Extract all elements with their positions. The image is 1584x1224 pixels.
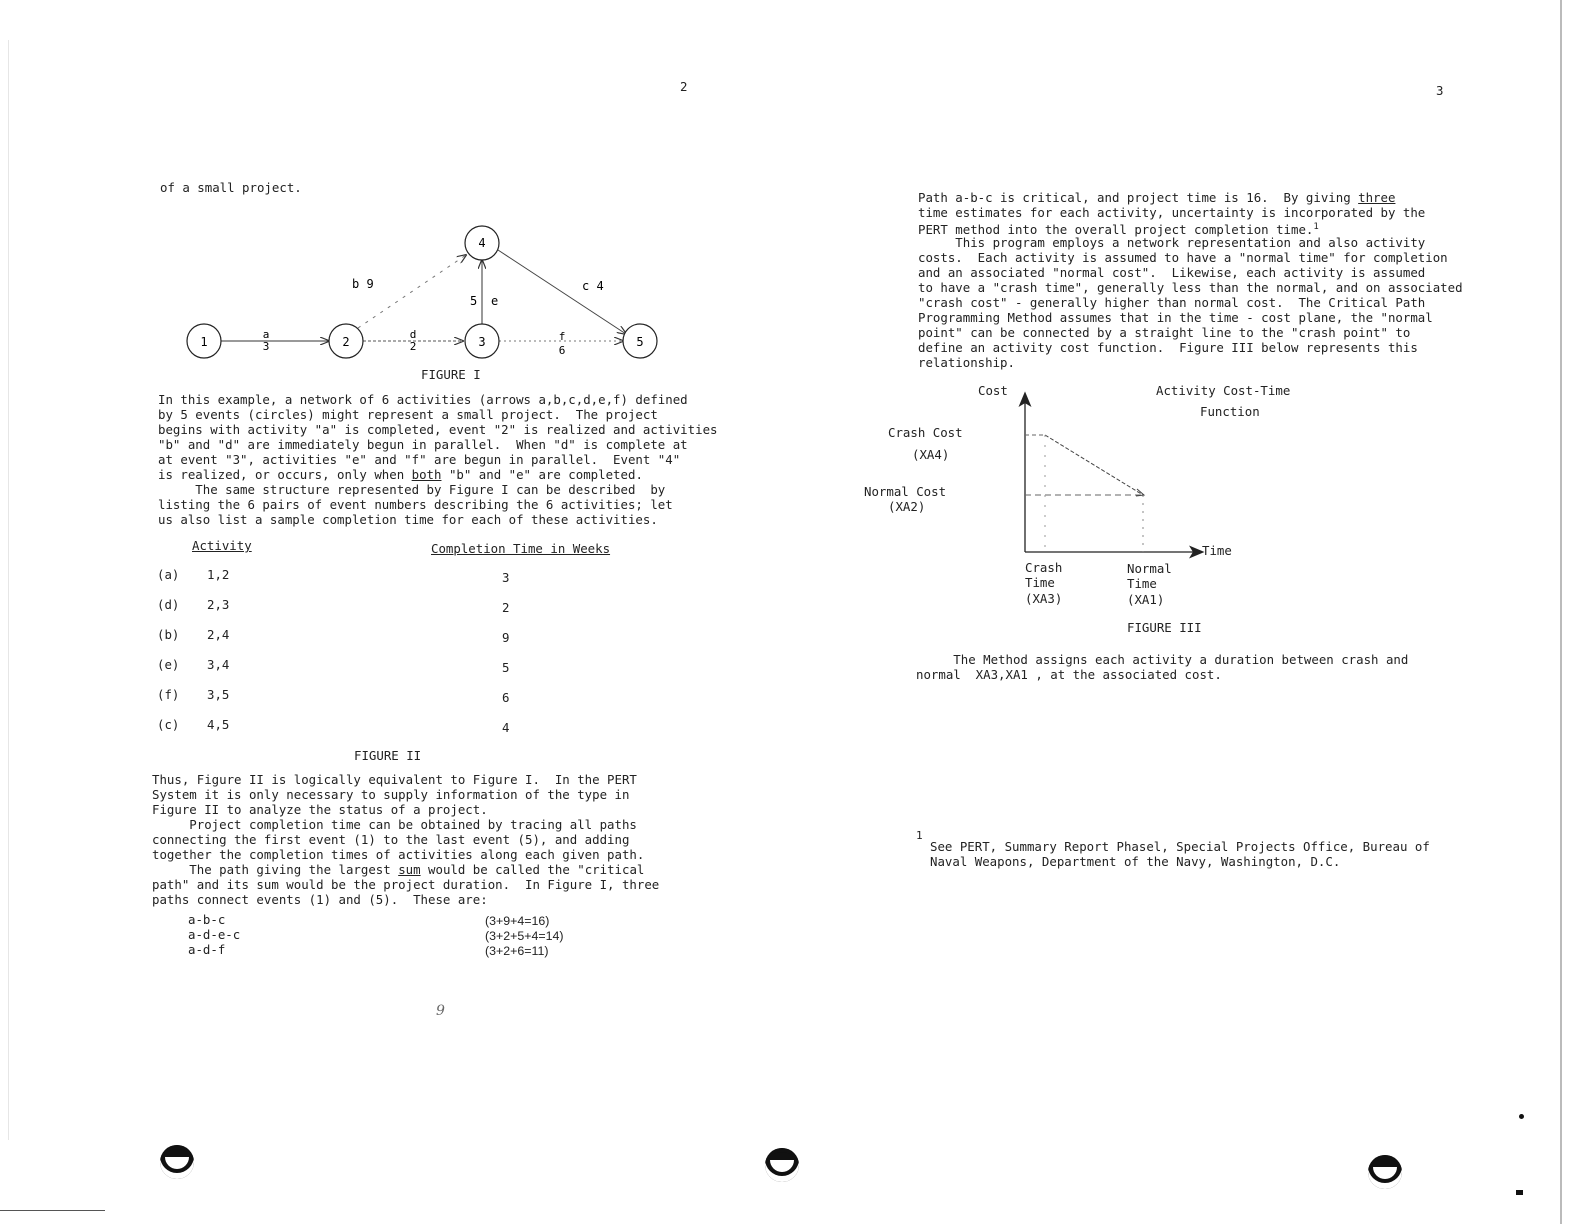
node-2-label: 2 [342, 335, 350, 349]
edge-a-label: a [262, 328, 270, 341]
p3-line-3: Figure II to analyze the status of a project. [152, 802, 488, 817]
page-number-left: 2 [680, 79, 688, 94]
footnote-line-1: See PERT, Summary Report Phasel, Special Projects Office, Bureau of [930, 839, 1430, 854]
rp2-line-9: relationship. [918, 355, 1015, 370]
table-row-time: 5 [502, 660, 510, 675]
table-row-time: 9 [502, 630, 510, 645]
scan-speck [1519, 1114, 1524, 1119]
p1-line-5: at event "3", activities "e" and "f" are begun in parallel. Event "4" [158, 452, 681, 467]
footnote-ref: 1 [1313, 222, 1319, 232]
intro-text: of a small project. [160, 180, 302, 195]
edge-b [358, 255, 466, 328]
node-4-label: 4 [478, 236, 486, 250]
fig3-crash-cost-code: (XA4) [912, 447, 950, 462]
table-row-tag: (f) [157, 687, 180, 702]
rp3-line-1: The Method assigns each activity a duration between crash and [916, 652, 1409, 667]
table-row-time: 6 [502, 690, 510, 705]
rp2-line-8: define an activity cost function. Figure III below represents this [918, 340, 1418, 355]
table-row-pair: 1,2 [207, 567, 230, 582]
fig3-crash-time-1: Crash [1025, 560, 1063, 575]
p3-line-6: together the completion times of activities along each given path. [152, 847, 645, 862]
bottom-rule [0, 1210, 105, 1211]
p2-line-2: listing the 6 pairs of event numbers describing the 6 activities; let [158, 497, 673, 512]
rp1-line-3: PERT method into the overall project completion time.$^1$ [918, 222, 1319, 238]
table-row-pair: 2,4 [207, 627, 230, 642]
p4-line-2: path" and its sum would be the project duration. In Figure I, three [152, 877, 660, 892]
emphasis-three: three [1358, 190, 1396, 205]
table-row-tag: (a) [157, 567, 180, 582]
fig3-normal-cost: Normal Cost [864, 484, 947, 499]
p3-line-4: Project completion time can be obtained by tracing all paths [152, 817, 637, 832]
figure-2-caption: FIGURE II [354, 748, 422, 763]
edge-c [498, 250, 626, 334]
edge-a-time: 3 [262, 340, 270, 353]
rp1-line-2: time estimates for each activity, uncertainty is incorporated by the [918, 205, 1426, 220]
path-sum: (3+9+4=16) [485, 914, 550, 928]
rp3-line-2: normal XA3,XA1 , at the associated cost. [916, 667, 1222, 682]
table-row-tag: (c) [157, 717, 180, 732]
node-3-label: 3 [478, 335, 486, 349]
p4-line-1: The path giving the largest sum would be called the "critical [152, 862, 645, 877]
path-sum: (3+2+5+4=14) [485, 929, 564, 943]
p1-line-6: is realized, or occurs, only when both "b" and "e" are completed. [158, 467, 643, 482]
fig3-normal-cost-code: (XA2) [888, 499, 926, 514]
table-row-pair: 3,4 [207, 657, 230, 672]
rp2-line-4: to have a "crash time", generally less than the normal, and on associated [918, 280, 1463, 295]
edge-e-label: e [491, 294, 499, 308]
rp2-line-1: This program employs a network representation and also activity [918, 235, 1426, 250]
page-number-right: 3 [1436, 83, 1444, 98]
p1-line-1: In this example, a network of 6 activities (arrows a,b,c,d,e,f) defined [158, 392, 688, 407]
rp2-line-3: and an associated "normal cost". Likewise, each activity is assumed [918, 265, 1426, 280]
figure-3-caption: FIGURE III [1127, 620, 1202, 635]
table-header-time: Completion Time in Weeks [431, 541, 611, 556]
edge-b-label: b 9 [352, 277, 374, 291]
path-sum: (3+2+6=11) [485, 944, 549, 958]
figure-1-caption: FIGURE I [421, 367, 481, 382]
p1-line-3: begins with activity "a" is completed, event "2" is realized and activities [158, 422, 718, 437]
path-name: a-b-c [188, 912, 226, 927]
fig3-normal-time-2: Time [1127, 576, 1157, 591]
fig3-crash-cost: Crash Cost [888, 425, 963, 440]
p3-line-2: System it is only necessary to supply information of the type in [152, 787, 630, 802]
page-edge-right [1560, 0, 1562, 1224]
table-row-pair: 3,5 [207, 687, 230, 702]
edge-f-label: f [558, 330, 566, 343]
figure-1-network [180, 222, 670, 367]
punch-hole-right [1368, 1155, 1402, 1189]
table-row-time: 4 [502, 720, 510, 735]
fig3-crash-time-code: (XA3) [1025, 591, 1063, 606]
fig3-cost-function [1045, 435, 1143, 495]
punch-hole-left [160, 1145, 194, 1179]
fig3-y-axis-label: Cost [978, 383, 1008, 398]
fig3-normal-time-code: (XA1) [1127, 592, 1165, 607]
rp2-line-6: Programming Method assumes that in the time - cost plane, the "normal [918, 310, 1433, 325]
node-1-label: 1 [200, 335, 208, 349]
figure-3-cost-time-plot [1010, 388, 1210, 563]
emphasis-both: both [411, 467, 442, 482]
footnote-mark: 1 [916, 829, 923, 842]
table-row-time: 3 [502, 570, 510, 585]
edge-d-time: 2 [409, 340, 417, 353]
emphasis-sum: sum [398, 862, 421, 877]
scan-speck [1516, 1190, 1523, 1195]
footnote-line-2: Naval Weapons, Department of the Navy, Washington, D.C. [930, 854, 1341, 869]
p4-line-3: paths connect events (1) and (5). These are: [152, 892, 488, 907]
edge-f-time: 6 [558, 344, 566, 357]
table-row-tag: (b) [157, 627, 180, 642]
fig3-title-line2: Function [1200, 404, 1260, 419]
fig3-normal-time-1: Normal [1127, 561, 1172, 576]
page-edge-left [8, 40, 9, 1140]
p3-line-5: connecting the first event (1) to the last event (5), and adding [152, 832, 630, 847]
edge-d-label: d [409, 328, 417, 341]
node-5-label: 5 [636, 335, 644, 349]
p1-line-2: by 5 events (circles) might represent a small project. The project [158, 407, 658, 422]
table-header-activity: Activity [192, 538, 252, 553]
table-row-time: 2 [502, 600, 510, 615]
rp2-line-7: point" can be connected by a straight line to the "crash point" to [918, 325, 1411, 340]
p2-line-1: The same structure represented by Figure I can be described by [158, 482, 666, 497]
edge-e-time: 5 [470, 294, 478, 308]
footer-mark: 9 [436, 1003, 445, 1019]
punch-hole-center [765, 1148, 799, 1182]
edge-c-label: c 4 [582, 279, 604, 293]
path-name: a-d-e-c [188, 927, 241, 942]
path-name: a-d-f [188, 942, 226, 957]
table-row-tag: (d) [157, 597, 180, 612]
rp2-line-2: costs. Each activity is assumed to have a "normal time" for completion [918, 250, 1448, 265]
rp2-line-5: "crash cost" - generally higher than normal cost. The Critical Path [918, 295, 1426, 310]
fig3-title-line1: Activity Cost-Time [1156, 383, 1291, 398]
fig3-x-axis-label: Time [1202, 543, 1232, 558]
fig3-crash-time-2: Time [1025, 575, 1055, 590]
p1-line-4: "b" and "d" are immediately begun in parallel. When "d" is complete at [158, 437, 688, 452]
p2-line-3: us also list a sample completion time for each of these activities. [158, 512, 658, 527]
p3-line-1: Thus, Figure II is logically equivalent to Figure I. In the PERT [152, 772, 637, 787]
table-row-tag: (e) [157, 657, 180, 672]
table-row-pair: 2,3 [207, 597, 230, 612]
table-row-pair: 4,5 [207, 717, 230, 732]
rp1-line-1: Path a-b-c is critical, and project time is 16. By giving three [918, 190, 1396, 205]
